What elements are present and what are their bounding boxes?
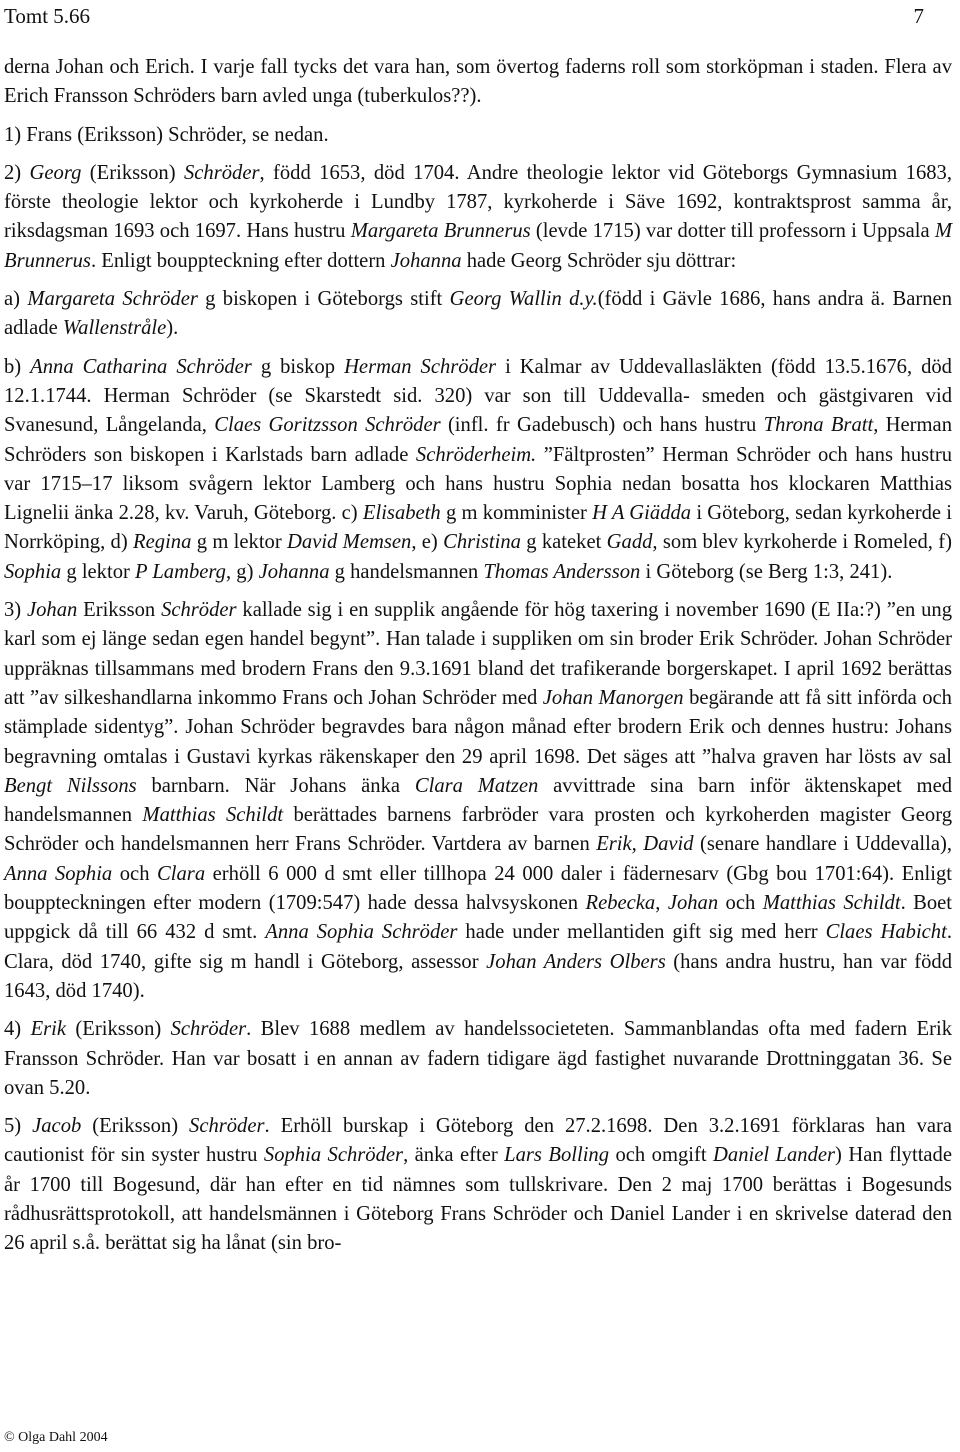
text-run: (senare handlare i Uddevalla), bbox=[693, 833, 952, 856]
italic-name-run: Johanna bbox=[390, 249, 462, 272]
text-run: , Herman Schröders son biskopen i Karlstads barn adlade bbox=[4, 414, 952, 466]
text-run: berättades barnens farbröder vara prosten och kyrkoherden magister Georg Schröder och handelsmannen herr Frans Schröder. Vartdera av barnen bbox=[4, 804, 953, 856]
text-run: g handelsmannen bbox=[329, 560, 484, 583]
italic-name-run: Wallenstråle bbox=[62, 317, 167, 340]
text-run: begärande att få sitt införda och stämplade sidentyg”. Johan Schröder begravdes bara någon månad efter brodern Erik och dennes hustru: Johans begravning omtalas i Gustavi kyrkas räkenskaper den 29 april 1698. Det säges att ”halva graven har lösts av sal bbox=[4, 686, 952, 768]
italic-name-run: Claes Goritzsson Schröder bbox=[214, 414, 441, 437]
text-run: g m lektor bbox=[191, 531, 288, 554]
italic-name-run: Johan bbox=[26, 599, 78, 622]
italic-name-run: Throna Bratt bbox=[763, 414, 874, 437]
text-run: derna Johan och Erich. I varje fall tycks det vara han, som övertog faderns roll som storköpman i staden. Flera av Erich Fransson Schröders barn avled unga (tuberkulos? bbox=[4, 56, 952, 108]
text-run: i Göteborg (se Berg 1:3, 241). bbox=[640, 560, 893, 583]
text-run: (Eriksson) bbox=[81, 1115, 190, 1138]
volume-label: Tomt 5.66 bbox=[4, 4, 91, 28]
text-run: hade under mellantiden gift sig med herr bbox=[457, 921, 826, 944]
italic-name-run: Herman Schröder bbox=[344, 355, 497, 378]
text-run: (infl. fr Gadebusch) och hans hustru bbox=[440, 414, 764, 437]
text-run: , e) bbox=[411, 531, 444, 554]
paragraph bbox=[4, 1112, 952, 1258]
text-run: (Eriksson) bbox=[81, 161, 184, 184]
text-run: , bbox=[655, 892, 668, 915]
italic-name-run: Anna Sophia Schröder bbox=[265, 921, 458, 944]
text-run: avvittrade sina barn inför äktenskapet med handelsmannen bbox=[4, 774, 953, 827]
italic-name-run: Claes Habicht bbox=[825, 921, 947, 944]
italic-name-run: Matthias Schildt bbox=[142, 804, 284, 827]
paragraph bbox=[4, 285, 952, 344]
italic-name-run: Daniel Lander bbox=[713, 1144, 836, 1167]
italic-name-run: Johan Manorgen bbox=[542, 686, 684, 709]
italic-name-run: Georg bbox=[29, 161, 82, 184]
italic-name-run: Georg Wallin d.y. bbox=[449, 288, 598, 311]
text-run: erhöll 6 000 d smt eller tillhopa 24 000 daler i fädernesarv (Gbg bou 1701:64). Enligt bouppteckningen efter modern (1709:547) hade dessa halvsyskonen bbox=[4, 862, 953, 915]
text-run: i Kalmar av Uddevallasläkten (född 13.5.1676, död 12.1.1744. Herman Schröder (se Skarstedt sid. 320) var son till Uddevalla- smeden och gästgivaren vid Svanesund, Långelanda, bbox=[4, 355, 952, 437]
body-text bbox=[4, 53, 952, 1268]
paragraph bbox=[4, 1015, 952, 1103]
italic-name-run: H A Giädda bbox=[592, 502, 692, 525]
italic-name-run: P Lamberg bbox=[135, 560, 226, 583]
text-run: (hans andra hustru, han var född 1643, död 1740). bbox=[4, 950, 952, 1002]
text-run: Eriksson bbox=[77, 599, 162, 622]
text-run: ). bbox=[166, 317, 179, 340]
text-run: b) bbox=[4, 355, 31, 378]
text-run: . Blev 1688 medlem av handelssocieteten. Sammanblandas ofta med fadern Erik Fransson Schröder. Han var bosatt i en annan av fadern tidigare ägd fastighet nuvarande Drottninggatan 36. Se ovan 5.20. bbox=[4, 1018, 952, 1099]
italic-name-run: Johan Anders Olbers bbox=[486, 950, 666, 973]
italic-name-run: Thomas Andersson bbox=[483, 560, 641, 583]
text-run: kallade sig i en supplik angående för hög taxering i november 1690 (E IIa:?) ”en ung karl som ej länge sedan egen handel begynt”. Han talade i suppliken om sin broder Erik Schröder. Johan Schröder uppräknas tillsammans med brodern Frans den 9.3.1691 bland det trafikerande borgerskapet. I april 1692 berättas att ”av silkeshandlarna inkommo Frans och Johan Schröder med bbox=[4, 599, 952, 709]
italic-name-run: Anna Sophia bbox=[4, 862, 113, 885]
text-run: . Clara, död 1740, gifte sig m handl i Göteborg, assessor bbox=[4, 921, 952, 973]
text-run: och omgift bbox=[609, 1144, 714, 1167]
text-run: och bbox=[112, 862, 158, 885]
italic-name-run: Lars Bolling bbox=[504, 1144, 610, 1167]
italic-name-run: Johanna bbox=[258, 560, 330, 583]
italic-name-run: Anna Catharina Schröder bbox=[30, 355, 252, 378]
text-run: a) bbox=[4, 288, 28, 311]
italic-name-run: Elisabeth bbox=[362, 502, 441, 525]
text-run: (levde 1715) var dotter till professorn i Uppsala bbox=[530, 220, 935, 243]
text-run: 1) Frans (Eriksson) Schröder, se nedan. bbox=[4, 123, 329, 146]
italic-name-run: Schröder bbox=[189, 1115, 265, 1138]
italic-name-run: Schröderheim. bbox=[415, 443, 537, 466]
copyright-footer: © Olga Dahl 2004 bbox=[4, 1430, 108, 1445]
italic-name-run: Clara Matzen bbox=[414, 774, 539, 797]
text-run: ?). bbox=[460, 85, 482, 108]
text-run: 3) bbox=[4, 599, 27, 622]
italic-name-run: Regina bbox=[133, 531, 192, 554]
text-run: , född 1653, död 1704. Andre theologie lektor vid Göteborgs Gymnasium 1683, förste theologie lektor och kyrkoherde i Lundby 1787, kyrkoherde i Säve 1692, kontraktsprost samma år, riksdagsman 1693 och 1697. Hans hustru bbox=[4, 161, 952, 243]
text-run: g kateket bbox=[520, 531, 607, 554]
italic-name-run: Johan bbox=[667, 892, 719, 915]
text-run: 5) bbox=[4, 1115, 33, 1138]
paragraph bbox=[4, 121, 952, 150]
paragraph bbox=[4, 353, 952, 587]
text-run: 2) bbox=[4, 161, 30, 184]
text-run: i Göteborg, sedan kyrkoherde i Norrköping, d) bbox=[4, 502, 952, 554]
text-run: , som blev kyrkoherde i Romeled, f) bbox=[652, 531, 952, 554]
text-run: . Erhöll burskap i Göteborg den 27.2.1698. Den 3.2.1691 förklaras han vara cautionist för sin syster hustru bbox=[4, 1115, 953, 1167]
italic-name-run: Clara bbox=[157, 862, 206, 885]
italic-name-run: Erik, David bbox=[596, 833, 694, 856]
text-run: g biskopen i Göteborgs stift bbox=[197, 288, 450, 311]
italic-name-run: Rebecka bbox=[585, 892, 656, 915]
italic-name-run: Schröder bbox=[161, 599, 237, 622]
italic-name-run: Gadd bbox=[606, 531, 653, 554]
text-run: g m komminister bbox=[440, 502, 593, 525]
italic-name-run: Erik bbox=[30, 1018, 67, 1041]
text-run: ”Fältprosten” Herman Schröder och hans hustru var 1715–17 liksom svågern lektor Lamberg och hans hustru Sophia nedan bosatta hos klockaren Matthias Lignelii änka 2.28, kv. Varuh, Göteborg. c) bbox=[4, 443, 953, 525]
italic-name-run: Schröder bbox=[183, 161, 260, 184]
italic-name-run: Jacob bbox=[32, 1115, 82, 1138]
italic-name-run: Sophia bbox=[4, 560, 62, 583]
text-run: g lektor bbox=[61, 560, 135, 583]
text-run: 4) bbox=[4, 1018, 31, 1041]
italic-name-run: Matthias Schildt bbox=[762, 892, 901, 915]
text-run: g biskop bbox=[251, 355, 345, 378]
text-run: (född i Gävle 1686, hans andra ä. Barnen adlade bbox=[4, 288, 952, 340]
italic-name-run: M Brunnerus bbox=[4, 220, 953, 272]
page-header bbox=[4, 0, 924, 32]
page-number: 7 bbox=[913, 4, 924, 28]
italic-name-run: Margareta Brunnerus bbox=[350, 220, 531, 243]
italic-name-run: Sophia Schröder bbox=[263, 1144, 404, 1167]
text-run: ) Han flyttade år 1700 till Bogesund, där han efter en tid nämnes som tullskrivare. Den 2 maj 1700 berättas i Bogesunds rådhusrättsprotokoll, att handelsmännen i Göteborg Frans Schröder och Daniel Lander i en skrivelse daterad den 26 april s.å. berättat sig ha lånat (sin bro- bbox=[4, 1144, 952, 1255]
text-run: , g) bbox=[225, 560, 259, 583]
italic-name-run: Schröder bbox=[170, 1018, 247, 1041]
text-run: hade Georg Schröder sju döttrar: bbox=[461, 249, 737, 272]
italic-name-run: Bengt Nilssons bbox=[4, 774, 137, 797]
paragraph bbox=[4, 596, 952, 1006]
italic-name-run: Margareta Schröder bbox=[27, 288, 198, 311]
italic-name-run: Christina bbox=[443, 531, 521, 554]
text-run: och bbox=[718, 892, 763, 915]
text-run: , änka efter bbox=[403, 1144, 505, 1167]
paragraph bbox=[4, 159, 952, 276]
text-run: (Eriksson) bbox=[66, 1018, 171, 1041]
italic-name-run: David Memsen bbox=[287, 531, 412, 554]
text-run: barnbarn. När Johans änka bbox=[136, 774, 415, 797]
text-run: . Boet uppgick då till 66 432 d smt. bbox=[4, 892, 953, 944]
text-run: . Enligt bouppteckning efter dottern bbox=[90, 249, 391, 272]
paragraph bbox=[4, 53, 952, 112]
